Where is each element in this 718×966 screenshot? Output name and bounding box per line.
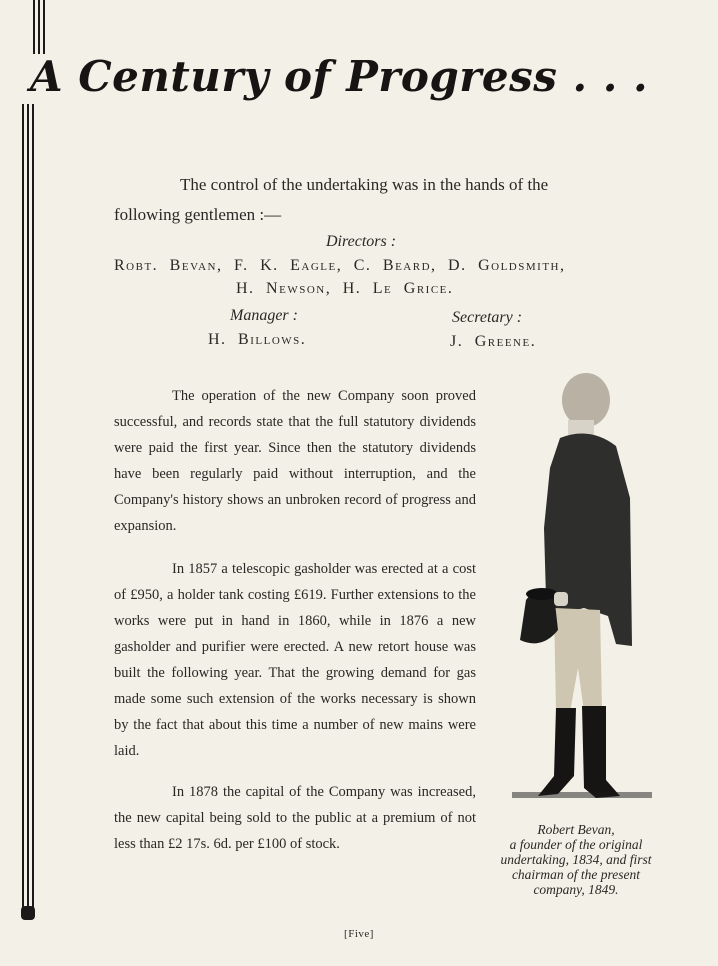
body-paragraph-2 — [114, 556, 476, 764]
paragraph-text: In 1878 the capital of the Company was increased, the new capital being sold to the public at a premium of not less than £2 17s. 6d. per £100 of stock. — [114, 784, 476, 852]
body-paragraph-1 — [114, 383, 476, 539]
intro-text: The control of the undertaking was in the hands of the following gentlemen :— — [114, 175, 549, 224]
directors-label: Directors : — [326, 233, 397, 250]
intro-paragraph — [114, 170, 614, 230]
caption-text: a founder of the original undertaking, 1834, and first chairman of the present company, 1849. — [500, 837, 652, 897]
side-rule-3 — [32, 104, 34, 910]
directors-line-1: Robt. Bevan, F. K. Eagle, C. Beard, D. Goldsmith, — [114, 257, 566, 274]
paragraph-text: In 1857 a telescopic gasholder was erected at a cost of £950, a holder tank costing £619. Further extensions to the works were put in hand in 1860, while in 1876 a new gasholder and purifier were erected. A new retort house was built the following year. That the growing demand for gas made some such extension of the works necessary is shown by the fact that about this time a number of new mains were laid. — [114, 561, 476, 759]
manager-name: H. Billows. — [208, 331, 307, 348]
directors-line-2: H. Newson, H. Le Grice. — [236, 280, 454, 297]
portrait-robert-bevan — [498, 368, 658, 818]
top-rule-1 — [33, 0, 35, 54]
portrait-caption — [490, 822, 662, 897]
top-rule-3 — [43, 0, 45, 54]
side-rule-2 — [27, 104, 29, 910]
side-rule-1 — [22, 104, 24, 910]
page-number: [Five] — [344, 928, 374, 940]
page-title: A Century of Progress . . . — [30, 52, 649, 101]
secretary-name: J. Greene. — [450, 333, 537, 350]
manager-label: Manager : — [230, 307, 298, 324]
paragraph-text: The operation of the new Company soon proved successful, and records state that the full statutory dividends were paid the first year. Since then the statutory dividends have been regularly paid without interruption, and the Company's history shows an unbroken record of progress and expansion. — [114, 388, 476, 534]
caption-name: Robert Bevan, — [537, 822, 615, 837]
top-rule-2 — [38, 0, 40, 54]
rule-terminal-dot — [21, 906, 35, 920]
secretary-label: Secretary : — [452, 309, 523, 326]
body-paragraph-3 — [114, 779, 476, 857]
